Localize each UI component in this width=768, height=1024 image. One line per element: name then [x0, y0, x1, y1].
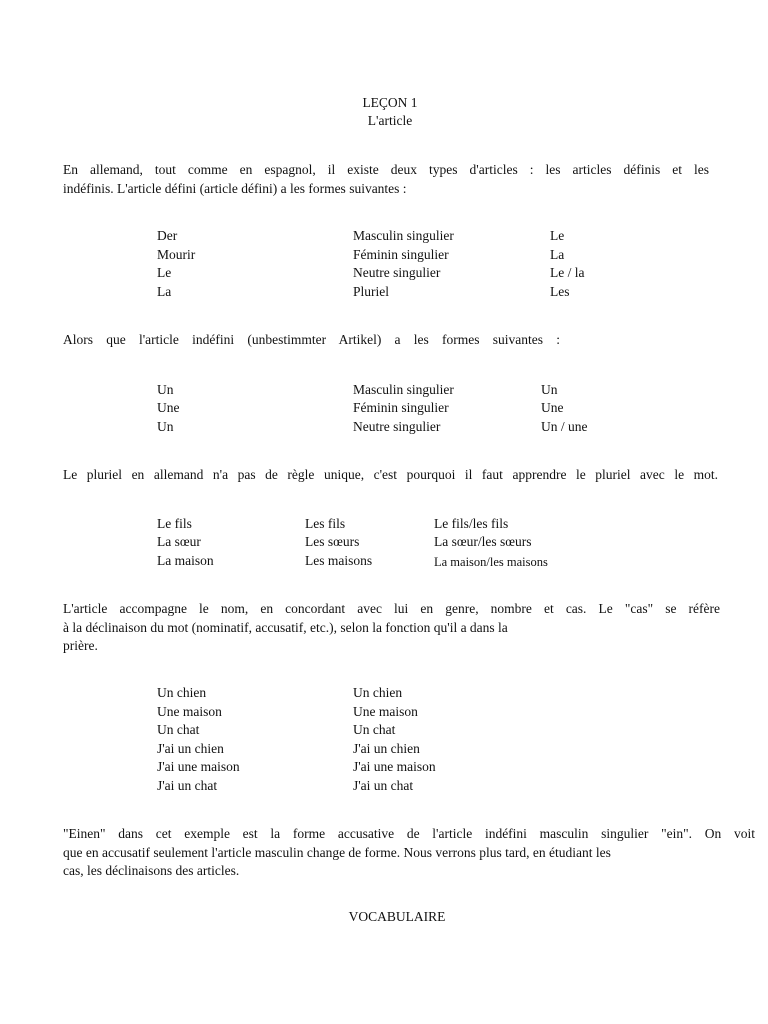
table-row — [0, 227, 768, 246]
example-left: J'ai un chat — [157, 778, 218, 793]
indefinite-intro-line: Alors que l'article indéfini (unbestimmter Artikel) a les formes suivantes : — [63, 332, 560, 347]
plural-intro-paragraph — [63, 466, 718, 485]
plural-intro-line: Le pluriel en allemand n'a pas de règle unique, c'est pourquoi il faut apprendre le pluriel avec le mot. — [63, 467, 718, 482]
intro-line-2: indéfinis. L'article défini (article défini) a les formes suivantes : — [63, 180, 407, 196]
table-row — [0, 684, 768, 703]
accusative-line-2: que en accusatif seulement l'article masculin change de forme. Nous verrons plus tard, en étudiant les — [63, 844, 611, 860]
intro-paragraph — [63, 161, 709, 198]
table-row — [0, 740, 768, 759]
table-row — [0, 777, 768, 796]
indefinite-intro-paragraph — [63, 331, 709, 350]
gender-label: Neutre singulier — [353, 419, 441, 434]
table-row — [0, 552, 768, 571]
table-row — [0, 758, 768, 777]
table-row — [0, 515, 768, 534]
lesson-title: LEÇON 1 — [362, 95, 418, 110]
singular-noun: La maison — [157, 553, 214, 568]
table-row — [0, 246, 768, 265]
plural-noun: Les maisons — [305, 553, 373, 568]
example-left: Une maison — [157, 704, 222, 719]
french-article: Les — [550, 284, 570, 299]
example-right: Un chat — [353, 722, 396, 737]
plural-noun: Les fils — [305, 516, 346, 531]
german-article: Le — [157, 265, 172, 280]
table-row — [0, 381, 768, 400]
gender-label: Masculin singulier — [353, 382, 454, 397]
case-paragraph — [63, 600, 720, 656]
german-article: Mourir — [157, 247, 196, 262]
example-right: Une maison — [353, 704, 418, 719]
gender-label: Pluriel — [353, 284, 389, 299]
german-article: Der — [157, 228, 178, 243]
german-article: Un — [157, 382, 174, 397]
german-article: Un — [157, 419, 174, 434]
singular-noun: Le fils — [157, 516, 192, 531]
singular-plural-pair: La sœur/les sœurs — [434, 534, 532, 549]
example-left: Un chat — [157, 722, 200, 737]
singular-plural-pair: La maison/les maisons — [434, 555, 548, 569]
intro-line-1: En allemand, tout comme en espagnol, il existe deux types d'articles : les articles définis et les — [63, 162, 709, 177]
singular-noun: La sœur — [157, 534, 201, 549]
plural-noun: Les sœurs — [305, 534, 360, 549]
table-row — [0, 533, 768, 552]
table-row — [0, 703, 768, 722]
table-row — [0, 399, 768, 418]
gender-label: Neutre singulier — [353, 265, 441, 280]
german-article: La — [157, 284, 172, 299]
french-article: La — [550, 247, 565, 262]
singular-plural-pair: Le fils/les fils — [434, 516, 509, 531]
table-row — [0, 721, 768, 740]
example-right: Un chien — [353, 685, 403, 700]
gender-label: Féminin singulier — [353, 247, 449, 262]
french-article: Une — [541, 400, 564, 415]
french-article: Un — [541, 382, 558, 397]
table-row — [0, 283, 768, 302]
lesson-subtitle: L'article — [367, 113, 413, 128]
example-left: J'ai un chien — [157, 741, 224, 756]
table-row — [0, 264, 768, 283]
french-article: Un / une — [541, 419, 588, 434]
example-right: J'ai une maison — [353, 759, 436, 774]
vocabulary-heading: VOCABULAIRE — [348, 909, 446, 924]
french-article: Le / la — [550, 265, 585, 280]
accusative-line-3: cas, les déclinaisons des articles. — [63, 863, 240, 878]
example-right: J'ai un chat — [353, 778, 414, 793]
french-article: Le — [550, 228, 565, 243]
example-left: Un chien — [157, 685, 207, 700]
example-right: J'ai un chien — [353, 741, 420, 756]
gender-label: Masculin singulier — [353, 228, 454, 243]
case-line-2: à la déclinaison du mot (nominatif, accusatif, etc.), selon la fonction qu'il a dans la — [63, 619, 508, 635]
gender-label: Féminin singulier — [353, 400, 449, 415]
table-row — [0, 418, 768, 437]
example-left: J'ai une maison — [157, 759, 240, 774]
case-line-1: L'article accompagne le nom, en concordant avec lui en genre, nombre et cas. Le "cas" se réfère — [63, 601, 720, 616]
german-article: Une — [157, 400, 180, 415]
accusative-line-1: "Einen" dans cet exemple est la forme accusative de l'article indéfini masculin singulier "ein". On voit — [63, 826, 755, 841]
accusative-paragraph — [63, 825, 755, 881]
case-line-3: prière. — [63, 638, 98, 653]
